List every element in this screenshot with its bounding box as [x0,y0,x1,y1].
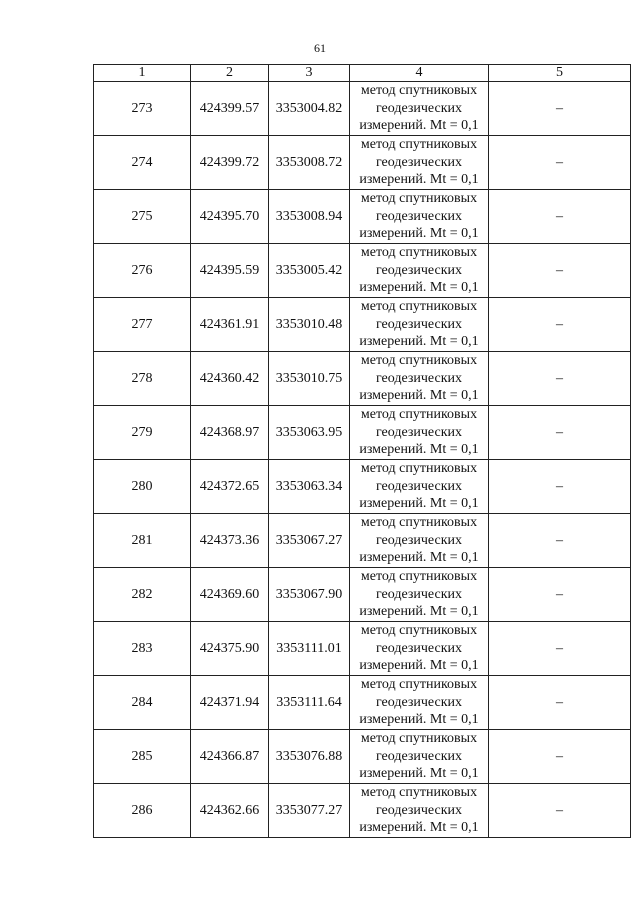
method-line: метод спутниковых [360,461,478,477]
table-row [94,298,631,352]
coordinate-x: 424369.60 [191,568,269,622]
point-number: 286 [94,784,191,838]
column-header-2: 2 [191,65,269,82]
table-row [94,784,631,838]
header-row [94,65,631,82]
method-line: метод спутниковых [360,407,478,423]
point-number: 282 [94,568,191,622]
method-line: геодезических [375,586,462,602]
point-number: 274 [94,136,191,190]
method-line: геодезических [375,478,462,494]
coordinate-x: 424360.42 [191,352,269,406]
coordinate-x: 424361.91 [191,298,269,352]
coordinate-x: 424371.94 [191,676,269,730]
table-row [94,730,631,784]
coordinate-y: 3353111.64 [269,676,350,730]
method-line: метод спутниковых [360,569,478,585]
column-5-value: – [489,190,631,244]
coordinate-y: 3353063.34 [269,460,350,514]
method-description [350,82,489,136]
point-number: 277 [94,298,191,352]
method-line: метод спутниковых [360,785,478,801]
coordinate-y: 3353111.01 [269,622,350,676]
column-5-value: – [489,622,631,676]
method-line: измерений. Mt = 0,1 [359,550,479,566]
method-line: измерений. Mt = 0,1 [359,226,479,242]
coordinate-x: 424399.57 [191,82,269,136]
coordinate-y: 3353063.95 [269,406,350,460]
coordinate-x: 424368.97 [191,406,269,460]
coordinate-x: 424375.90 [191,622,269,676]
method-description [350,676,489,730]
coordinate-x: 424372.65 [191,460,269,514]
column-5-value: – [489,730,631,784]
method-line: геодезических [375,802,462,818]
column-5-value: – [489,298,631,352]
method-line: геодезических [375,424,462,440]
method-description [350,622,489,676]
coordinate-y: 3353067.27 [269,514,350,568]
coordinate-x: 424395.59 [191,244,269,298]
coordinate-y: 3353005.42 [269,244,350,298]
method-line: метод спутниковых [360,353,478,369]
coordinate-x: 424399.72 [191,136,269,190]
method-line: измерений. Mt = 0,1 [359,712,479,728]
point-number: 273 [94,82,191,136]
column-header-5: 5 [489,65,631,82]
coordinate-x: 424395.70 [191,190,269,244]
coordinate-x: 424362.66 [191,784,269,838]
method-line: измерений. Mt = 0,1 [359,442,479,458]
method-line: метод спутниковых [360,83,478,99]
method-line: геодезических [375,154,462,170]
method-line: измерений. Mt = 0,1 [359,658,479,674]
method-description [350,730,489,784]
column-5-value: – [489,784,631,838]
method-line: измерений. Mt = 0,1 [359,118,479,134]
column-5-value: – [489,352,631,406]
column-header-1: 1 [94,65,191,82]
coordinate-y: 3353076.88 [269,730,350,784]
method-line: геодезических [375,694,462,710]
method-line: метод спутниковых [360,191,478,207]
table-row [94,136,631,190]
method-description [350,568,489,622]
method-description [350,136,489,190]
point-number: 280 [94,460,191,514]
column-5-value: – [489,82,631,136]
page-number: 61 [314,41,326,55]
coordinate-y: 3353067.90 [269,568,350,622]
method-line: измерений. Mt = 0,1 [359,496,479,512]
method-line: метод спутниковых [360,515,478,531]
column-header-3: 3 [269,65,350,82]
method-line: геодезических [375,316,462,332]
method-line: геодезических [375,370,462,386]
table-header [94,65,631,82]
column-5-value: – [489,244,631,298]
point-number: 276 [94,244,191,298]
method-line: измерений. Mt = 0,1 [359,766,479,782]
table-row [94,244,631,298]
table-row [94,406,631,460]
point-number: 278 [94,352,191,406]
method-line: измерений. Mt = 0,1 [359,280,479,296]
coordinate-y: 3353008.72 [269,136,350,190]
method-description [350,352,489,406]
point-number: 279 [94,406,191,460]
coordinates-table [93,64,631,838]
coordinate-y: 3353010.75 [269,352,350,406]
method-line: метод спутниковых [360,623,478,639]
table-row [94,514,631,568]
method-line: геодезических [375,262,462,278]
table-row [94,352,631,406]
coordinate-y: 3353008.94 [269,190,350,244]
method-line: метод спутниковых [360,299,478,315]
table-row [94,190,631,244]
method-line: геодезических [375,100,462,116]
point-number: 281 [94,514,191,568]
method-line: метод спутниковых [360,731,478,747]
column-header-4: 4 [350,65,489,82]
method-line: измерений. Mt = 0,1 [359,172,479,188]
point-number: 283 [94,622,191,676]
method-description [350,406,489,460]
table-row [94,676,631,730]
method-description [350,784,489,838]
method-line: измерений. Mt = 0,1 [359,604,479,620]
column-5-value: – [489,460,631,514]
method-line: измерений. Mt = 0,1 [359,334,479,350]
method-line: геодезических [375,748,462,764]
method-description [350,514,489,568]
method-description [350,460,489,514]
coordinate-y: 3353004.82 [269,82,350,136]
method-description [350,190,489,244]
table-row [94,568,631,622]
method-line: измерений. Mt = 0,1 [359,388,479,404]
method-line: метод спутниковых [360,677,478,693]
method-line: геодезических [375,532,462,548]
coordinate-x: 424366.87 [191,730,269,784]
coordinate-y: 3353010.48 [269,298,350,352]
method-line: измерений. Mt = 0,1 [359,820,479,836]
column-5-value: – [489,514,631,568]
point-number: 275 [94,190,191,244]
table-row [94,460,631,514]
method-description [350,244,489,298]
coordinate-y: 3353077.27 [269,784,350,838]
table-body [94,82,631,838]
table-row [94,82,631,136]
method-line: метод спутниковых [360,245,478,261]
method-description [350,298,489,352]
method-line: геодезических [375,640,462,656]
column-5-value: – [489,406,631,460]
point-number: 285 [94,730,191,784]
column-5-value: – [489,136,631,190]
column-5-value: – [489,676,631,730]
method-line: геодезических [375,208,462,224]
column-5-value: – [489,568,631,622]
method-line: метод спутниковых [360,137,478,153]
table-row [94,622,631,676]
coordinate-x: 424373.36 [191,514,269,568]
point-number: 284 [94,676,191,730]
